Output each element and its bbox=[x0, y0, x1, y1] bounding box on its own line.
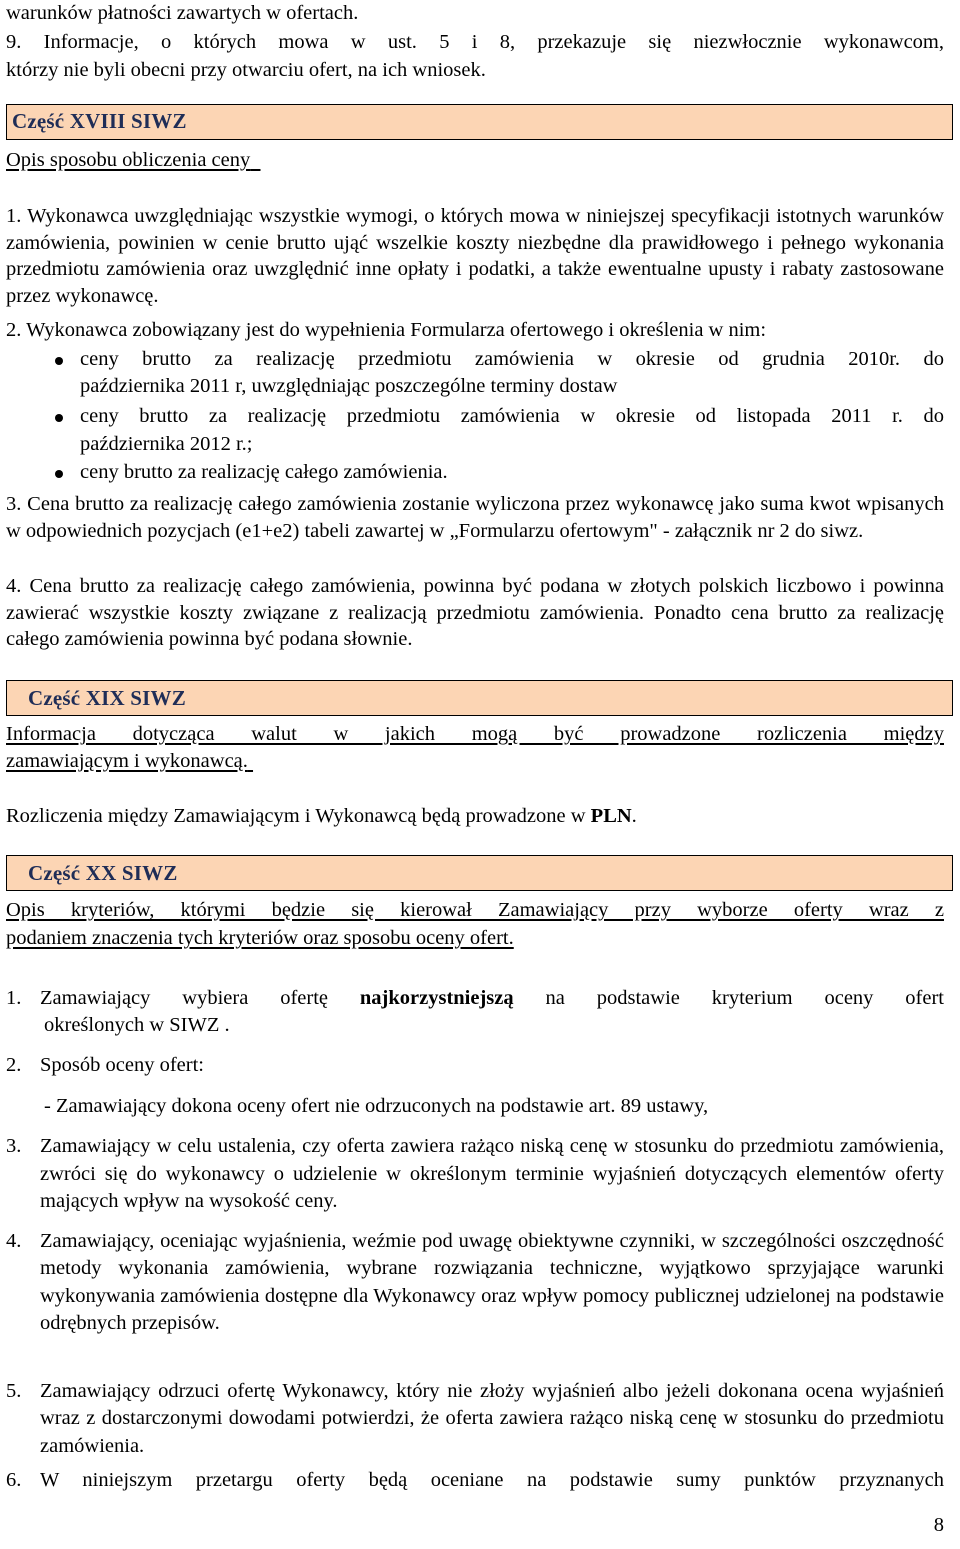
bullet-dot-3 bbox=[55, 470, 63, 478]
section-xviii-subtitle: Opis sposobu obliczenia ceny bbox=[6, 149, 251, 171]
section-xviii-title: Część XVIII SIWZ bbox=[12, 109, 187, 133]
bullet-2-line-1: ceny brutto za realizację przedmiotu zamówienia w okresie od listopada 2011 r. do bbox=[80, 405, 944, 427]
section-xx-heading-line-1: Opis kryteriów, którymi będzie się kierował Zamawiający przy wyborze oferty wraz z bbox=[6, 899, 944, 921]
section-xix-title: Część XIX SIWZ bbox=[28, 686, 186, 710]
section-xix-heading-line-2: zamawiającym i wykonawcą. bbox=[6, 750, 248, 772]
bullet-1-line-1: ceny brutto za realizację przedmiotu zamówienia w okresie od grudnia 2010r. do bbox=[80, 348, 944, 370]
section-xviii-paragraph-1: 1. Wykonawca uwzględniając wszystkie wymogi, o których mowa w niniejszej specyfikacji istotnych warunków zamówienia, powinien w cenie brutto ująć wszelkie koszty niezbędne dla prawidłowego i pełnego wykonania przedmiotu zamówienia oraz uwzględnić inne opłaty i podatki, a także ewentualne upusty i rabaty zastosowane przez wykonawcę. bbox=[6, 205, 944, 307]
bullet-1-line-2: października 2011 r, uwzględniając poszczególne terminy dostaw bbox=[80, 375, 618, 397]
item-3-number: 3. bbox=[6, 1135, 22, 1157]
item-2-number: 2. bbox=[6, 1054, 22, 1076]
item-6-text: W niniejszym przetargu oferty będą oceniane na podstawie sumy punktów przyznanych bbox=[40, 1469, 944, 1491]
item-5-text: Zamawiający odrzuci ofertę Wykonawcy, który nie złoży wyjaśnień albo jeżeli dokonana ocena wyjaśnień wraz z dostarczonymi dowodami potwierdzi, że oferta zawiera rażąco niską cenę w stosunku do przedmiotu zamówienia. bbox=[40, 1380, 944, 1457]
bullet-dot-2 bbox=[55, 414, 63, 422]
page-number: 8 bbox=[933, 1514, 944, 1536]
item-4-text: Zamawiający, oceniając wyjaśnienia, weźmie pod uwagę obiektywne czynniki, w szczególności oszczędność metody wykonania zamówienia, wybrane rozwiązania techniczne, wyjątkowo sprzyjające warunki wykonywania zamówienia dostępne dla Wykonawcy oraz wpływ pomocy publicznej udzielonej na podstawie odrębnych przepisów. bbox=[40, 1230, 944, 1334]
item-3-text: Zamawiający w celu ustalenia, czy oferta zawiera rażąco niską cenę w stosunku do przedmiotu zamówienia, zwróci się do wykonawcy o udzielenie w określonym terminie wyjaśnień dotyczących elementów oferty mających wpływ na wysokość ceny. bbox=[40, 1135, 944, 1212]
section-xx-title: Część XX SIWZ bbox=[28, 861, 178, 885]
section-xviii-paragraph-4: 4. Cena brutto za realizację całego zamówienia, powinna być podana w złotych polskich liczbowo i powinna zawierać wszystkie koszty związane z realizacją przedmiotu zamówienia. Ponadto cena brutto za realizację całego zamówienia powinna być podana słownie. bbox=[6, 575, 944, 651]
section-xix-text: Rozliczenia między Zamawiającym i Wykonawcą będą prowadzone w PLN. bbox=[6, 805, 637, 827]
item-1-number: 1. bbox=[6, 987, 22, 1009]
bullet-2-line-2: października 2012 r.; bbox=[80, 433, 253, 455]
section-xviii-paragraph-3: 3. Cena brutto za realizację całego zamówienia zostanie wyliczona przez wykonawcę jako suma kwot wpisanych w odpowiednich pozycjach (e1+e2) tabeli zawartej w „Formularzu ofertowym" - załącznik nr 2 do siwz. bbox=[6, 493, 944, 542]
section-xix-heading-line-1: Informacja dotycząca walut w jakich mogą być prowadzone rozliczenia między bbox=[6, 723, 944, 745]
currency-code: PLN bbox=[590, 805, 632, 827]
section-xx-heading-line-2: podaniem znaczenia tych kryteriów oraz sposobu oceny ofert. bbox=[6, 927, 514, 949]
bullet-dot-1 bbox=[55, 357, 63, 365]
item-6-number: 6. bbox=[6, 1469, 22, 1491]
item-5-number: 5. bbox=[6, 1380, 22, 1402]
top-line-2: 9. Informacje, o których mowa w ust. 5 i 8, przekazuje się niezwłocznie wykonawcom, bbox=[6, 31, 944, 53]
top-line-3: którzy nie byli obecni przy otwarciu ofert, na ich wniosek. bbox=[6, 59, 486, 81]
bullet-3-line: ceny brutto za realizację całego zamówienia. bbox=[80, 461, 448, 483]
section-xviii-paragraph-2: 2. Wykonawca zobowiązany jest do wypełnienia Formularza ofertowego i określenia w nim: bbox=[6, 319, 767, 341]
item-1-line-2: określonych w SIWZ . bbox=[44, 1014, 230, 1036]
item-1-line-1: Zamawiający wybiera ofertę najkorzystniejszą na podstawie kryterium oceny ofert bbox=[40, 987, 944, 1009]
top-line-1: warunków płatności zawartych w ofertach. bbox=[6, 2, 359, 24]
item-2-text: Sposób oceny ofert: bbox=[40, 1054, 204, 1076]
item-4-number: 4. bbox=[6, 1230, 22, 1252]
item-2-subtext: - Zamawiający dokona oceny ofert nie odrzuconych na podstawie art. 89 ustawy, bbox=[44, 1095, 709, 1117]
